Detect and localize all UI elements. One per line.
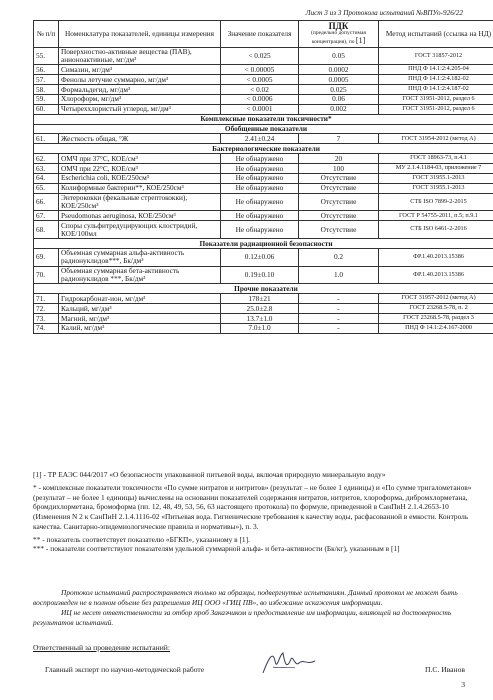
table-row (34, 294, 493, 304)
section-bacteriological-label: Бактериологические показатели (34, 144, 493, 154)
table-row (34, 134, 493, 144)
row-value: 0.12±0.06 (221, 248, 299, 266)
row-name: Магний, мг/дм³ (59, 314, 221, 324)
row-number: 69. (34, 248, 59, 266)
pdk-subtitle (301, 31, 376, 46)
row-method: ПНД Ф 14.1:2:4.205-04 (379, 65, 493, 75)
row-number: 67. (34, 211, 59, 221)
row-name: Объемная суммарная бета-активность радионуклидов ***, Бк/дм³ (59, 266, 221, 284)
row-pdk: 100 (299, 164, 379, 174)
row-value: Не обнаружено (221, 154, 299, 164)
row-pdk: 0.2 (299, 248, 379, 266)
row-method: ГОСТ 31955.1-2013 (379, 183, 493, 193)
row-method: ПНД Ф 14.1:2:4.187-02 (379, 85, 493, 95)
protocol-reference: Лист 3 из 3 Протокола испытаний №ВПУо-926/22 (305, 9, 463, 17)
row-value: < 0.00005 (221, 65, 299, 75)
table-row (34, 248, 493, 266)
row-name: ОМЧ при 37°С, КОЕ/см³ (59, 154, 221, 164)
row-name: ОМЧ при 22°С, КОЕ/см³ (59, 164, 221, 174)
row-value: < 0.0001 (221, 104, 299, 114)
row-pdk: Отсутствие (299, 173, 379, 183)
table-row (34, 154, 493, 164)
col-method-header: Метод испытаний (ссылка на НД) (379, 21, 493, 48)
row-pdk: 1.0 (299, 266, 379, 284)
section-bacteriological (34, 144, 493, 154)
disclaimer (33, 588, 473, 628)
row-method: ГОСТ 31955.1-2013 (379, 173, 493, 183)
row-name: Поверхностно-активные вещества (ПАВ), анионоактивные, мг/дм³ (59, 47, 221, 65)
col-num-header: № п/п (34, 21, 59, 48)
row-method: ПНД Ф 14.1:2:4.167-2000 (379, 323, 493, 333)
row-value: Не обнаружено (221, 221, 299, 239)
table-row (34, 211, 493, 221)
row-number: 58. (34, 85, 59, 95)
row-method: ФР.1.40.2013.15386 (379, 248, 493, 266)
table-row (34, 164, 493, 174)
row-value: 25.0±2.8 (221, 304, 299, 314)
row-value: < 0.02 (221, 85, 299, 95)
row-value: 0.19±0.10 (221, 266, 299, 284)
row-method: ГОСТ 31957-2012 (метод А) (379, 294, 493, 304)
row-method: ПНД Ф 14.1:2:4.182-02 (379, 75, 493, 85)
page-number: 3 (461, 680, 465, 689)
row-value: < 0.025 (221, 47, 299, 65)
row-pdk: 0.0005 (299, 75, 379, 85)
row-number: 70. (34, 266, 59, 284)
row-method: СТБ ISO 7899-2-2015 (379, 193, 493, 211)
row-number: 74. (34, 323, 59, 333)
row-number: 64. (34, 173, 59, 183)
row-method: ГОСТ 23268.5-78, п. 2 (379, 304, 493, 314)
section-general (34, 124, 493, 134)
row-pdk: 20 (299, 154, 379, 164)
section-other (34, 284, 493, 294)
row-pdk: - (299, 294, 379, 304)
row-value: Не обнаружено (221, 211, 299, 221)
table-row (34, 85, 493, 95)
col-pdk-header (299, 21, 379, 48)
col-value-header: Значение показателя (221, 21, 299, 48)
signer-name: П.С. Иванов (424, 665, 465, 674)
row-method: ГОСТ 31951-2012, раздел 6 (379, 94, 493, 104)
row-method: ФР.1.40.2013.15386 (379, 266, 493, 284)
section-general-label: Обобщенные показатели (34, 124, 493, 134)
row-name: Хлороформ, мг/дм³ (59, 94, 221, 104)
row-method: ГОСТ 23268.5-78, раздел 3 (379, 314, 493, 324)
table-row (34, 266, 493, 284)
row-number: 66. (34, 193, 59, 211)
signer-position: Главный эксперт по научно-методической работе (45, 665, 205, 674)
row-name: Калий, мг/дм³ (59, 323, 221, 333)
row-value: Не обнаружено (221, 173, 299, 183)
row-number: 56. (34, 65, 59, 75)
row-pdk: - (299, 304, 379, 314)
row-pdk: - (299, 314, 379, 324)
table-row (34, 183, 493, 193)
row-value: 2.41±0.24 (221, 134, 299, 144)
table-row (34, 94, 493, 104)
row-pdk: 7 (299, 134, 379, 144)
table-row (34, 304, 493, 314)
row-name: Формальдегид, мг/дм³ (59, 85, 221, 95)
row-value: Не обнаружено (221, 183, 299, 193)
row-number: 62. (34, 154, 59, 164)
table-row (34, 47, 493, 65)
table-row (34, 221, 493, 239)
row-name: Жесткость общая, °Ж (59, 134, 221, 144)
section-radiation (34, 239, 493, 249)
row-number: 63. (34, 164, 59, 174)
disclaimer-2: ИЦ не несет ответственности за отбор проб Заказчиком и предоставление им информации, влияющей на достоверность результатов испытаний. (33, 607, 452, 627)
row-method: СТБ ISO 6461-2-2016 (379, 221, 493, 239)
row-name: Объемная суммарная альфа-активность радионуклидов***, Бк/дм³ (59, 248, 221, 266)
row-number: 71. (34, 294, 59, 304)
row-value: 178±21 (221, 294, 299, 304)
row-name: Симазин, мг/дм³ (59, 65, 221, 75)
results-table (33, 20, 493, 334)
row-name: Pseudomonas aeruginosa, КОЕ/250см³ (59, 211, 221, 221)
table-row (34, 104, 493, 114)
section-toxicity (34, 114, 493, 124)
row-method: ГОСТ 31951-2012, раздел 6 (379, 104, 493, 114)
row-method: ГОСТ 31857-2012 (379, 47, 493, 65)
row-method: ГОСТ 31954-2012 (метод А) (379, 134, 493, 144)
table-row (34, 65, 493, 75)
row-name: Энтерококки (фекальные стрептококки), КОЕ/250см³ (59, 193, 221, 211)
row-value: 7.0±1.0 (221, 323, 299, 333)
disclaimer-1: Протокол испытаний распространяется только на образцы, подвергнутые испытаниям. Данный протокол не может быть воспроизведен не в полном объеме без разрешения ИЦ ООО «ГИЦ ПВ», во избежание искажения информации. (33, 588, 458, 607)
row-value: Не обнаружено (221, 164, 299, 174)
row-number: 72. (34, 304, 59, 314)
row-pdk: 0.0002 (299, 65, 379, 75)
row-name: Споры сульфитредуцирующих клостридий, КОЕ/100мл (59, 221, 221, 239)
pdk-sub-ref: [1] (355, 36, 366, 46)
row-value: < 0.0005 (221, 75, 299, 85)
row-pdk: 0.002 (299, 104, 379, 114)
footnote-3: ** - показатель соответствует показателю «БГКП», указанному в [1]. (33, 534, 250, 544)
row-value: Не обнаружено (221, 193, 299, 211)
table-row (34, 75, 493, 85)
table-row (34, 323, 493, 333)
row-name: Фенолы летучие суммарно, мг/дм³ (59, 75, 221, 85)
footnote-2: * - комплексные показатели токсичности «По сумме нитратов и нитритов» (результат – не более 1 единицы) и «По сумме тригалометанов» (результат – не более 1 единицы) вычислены на основании показателей содержания нитратов, нитритов, хлороформа, дибромхлорметана, бромдихлорметана, бромоформа (пп. 12, 48, 49, 53, 56, 63 настоящего протокола) по формуле, приведенной в СанПиН 2.1.4.2653-10 (Изменения N 2 к СанПиН 2.1.4.1116-02 «Питьевая вода. Гигиенические требования к качеству воды, расфасованной в емкости. Контроль качества. Санитарно-эпидемиологические правила и нормативы»), п. 3. (33, 482, 472, 531)
row-name: Четыреххлористый углерод, мг/дм³ (59, 104, 221, 114)
row-value: 13.7±1.0 (221, 314, 299, 324)
row-number: 59. (34, 94, 59, 104)
section-toxicity-label: Комплексные показатели токсичности* (34, 114, 493, 124)
section-radiation-label: Показатели радиационной безопасности (34, 239, 493, 249)
row-value: < 0.0006 (221, 94, 299, 104)
row-number: 55. (34, 47, 59, 65)
row-pdk: Отсутствие (299, 221, 379, 239)
row-pdk: 0.05 (299, 47, 379, 65)
row-pdk: Отсутствие (299, 193, 379, 211)
footnote-4: *** - показатели соответствуют показателям удельной суммарной альфа- и бета-активности (Бк/кг), указанным в [1] (33, 544, 400, 554)
row-name: Escherichia coli, КОЕ/250см³ (59, 173, 221, 183)
row-name: Колиформные бактерии**, КОЕ/250см³ (59, 183, 221, 193)
row-pdk: Отсутствие (299, 183, 379, 193)
table-row (34, 193, 493, 211)
row-pdk: Отсутствие (299, 211, 379, 221)
row-number: 57. (34, 75, 59, 85)
row-name: Кальций, мг/дм³ (59, 304, 221, 314)
row-number: 61. (34, 134, 59, 144)
row-number: 68. (34, 221, 59, 239)
responsible-heading: Ответственный за проведение испытаний: (33, 643, 170, 652)
pdk-sub-text: (предельно допустимая концентрация), по (311, 30, 366, 46)
footnote-1: [1] - ТР ЕАЭС 044/2017 «О безопасности упакованной питьевой воды, включая природную минеральную воду» (33, 470, 386, 479)
row-method: ГОСТ 18963-73, п.4.1 (379, 154, 493, 164)
col-name-header: Номенклатура показателей, единицы измерения (59, 21, 221, 48)
row-method: ГОСТ Р 54755-2011, п.5; п.9.1 (379, 211, 493, 221)
handwritten-signature (255, 647, 325, 679)
row-pdk: - (299, 323, 379, 333)
row-pdk: 0.06 (299, 94, 379, 104)
table-row (34, 173, 493, 183)
row-pdk: 0.025 (299, 85, 379, 95)
table-row (34, 314, 493, 324)
row-name: Гидрокарбонат-ион, мг/дм³ (59, 294, 221, 304)
footnotes (33, 470, 473, 557)
table-header-row (34, 21, 493, 48)
pdk-title: ПДК (328, 20, 349, 31)
row-number: 73. (34, 314, 59, 324)
row-number: 65. (34, 183, 59, 193)
row-method: МУ 2.1.4.1184-03, приложение 7 (379, 164, 493, 174)
section-other-label: Прочие показатели (34, 284, 493, 294)
row-number: 60. (34, 104, 59, 114)
